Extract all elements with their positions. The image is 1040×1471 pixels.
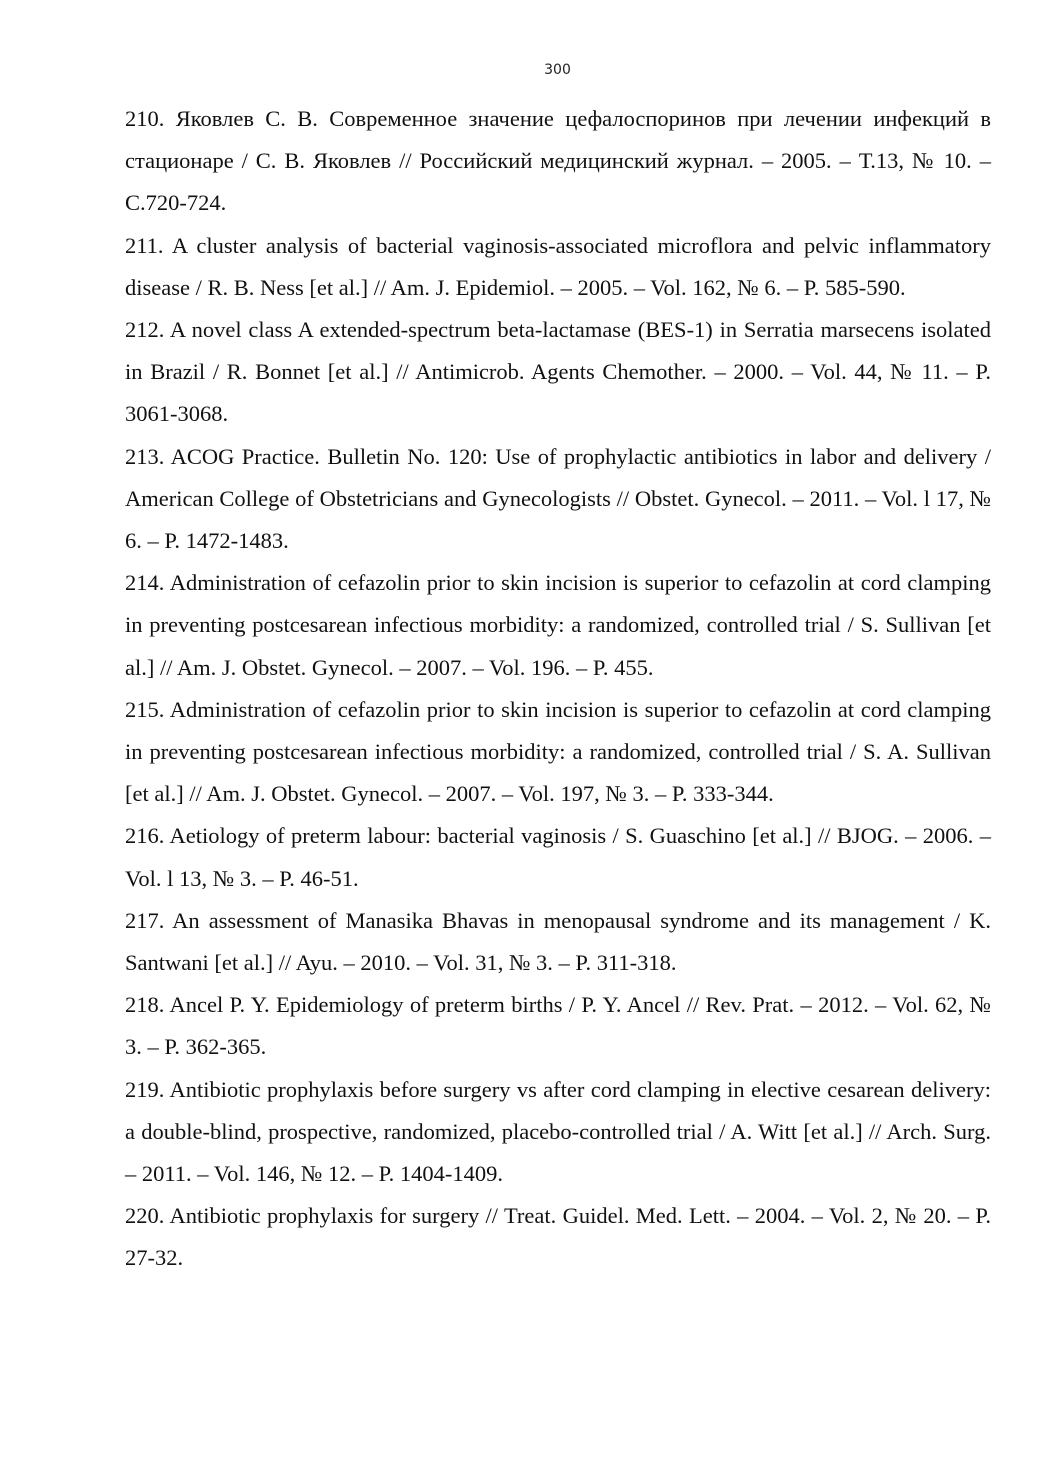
reference-item-220: 220. Antibiotic prophylaxis for surgery // Treat. Guidel. Med. Lett. – 2004. – Vol. 2, № 20. – P. 27-32.: [125, 1203, 991, 1271]
reference-item-214: 214. Administration of cefazolin prior to skin incision is superior to cefazolin at cord clamping in preventing postcesarean infectious morbidity: a randomized, controlled trial / S. Sullivan [et al.] // Am. J. Obstet. Gynecol. – 2007. – Vol. 196. – P. 455.: [125, 570, 991, 680]
reference-item-215: 215. Administration of cefazolin prior to skin incision is superior to cefazolin at cord clamping in preventing postcesarean infectious morbidity: a randomized, controlled trial / S. A. Sullivan [et al.] // Am. J. Obstet. Gynecol. – 2007. – Vol. 197, № 3. – P. 333-344.: [125, 696, 991, 807]
page-number: 300: [544, 62, 571, 78]
reference-item-212: 212. A novel class A extended-spectrum beta-lactamase (BES-1) in Serratia marsecens isolated in Brazil / R. Bonnet [et al.] // Antimicrob. Agents Chemother. – 2000. – Vol. 44, № 11. – P. 3061-3068.: [125, 317, 991, 427]
reference-list: [125, 98, 991, 1280]
reference-item-219: 219. Antibiotic prophylaxis before surgery vs after cord clamping in elective cesarean delivery: a double-blind, prospective, randomized, placebo-controlled trial / A. Witt [et al.] // Arch. Surg. – 2011. – Vol. 146, № 12. – P. 1404-1409.: [125, 1076, 991, 1187]
reference-item-213: 213. ACOG Practice. Bulletin No. 120: Use of prophylactic antibiotics in labor and delivery / American College of Obstetricians and Gynecologists // Obstet. Gynecol. – 2011. – Vol. l 17, № 6. – P. 1472-1483.: [125, 443, 991, 554]
reference-item-218: 218. Ancel P. Y. Epidemiology of preterm births / P. Y. Ancel // Rev. Prat. – 2012. – Vol. 62, № 3. – P. 362-365.: [125, 992, 991, 1060]
reference-item-210: 210. Яковлев С. В. Современное значение цефалоспоринов при лечении инфекций в стационаре / С. В. Яковлев // Российский медицинский журнал. – 2005. – Т.13, № 10. – С.720-724.: [125, 106, 991, 216]
reference-item-211: 211. A cluster analysis of bacterial vaginosis-associated microflora and pelvic inflammatory disease / R. B. Ness [et al.] // Am. J. Epidemiol. – 2005. – Vol. 162, № 6. – P. 585-590.: [125, 232, 991, 300]
reference-item-216: 216. Aetiology of preterm labour: bacterial vaginosis / S. Guaschino [et al.] // BJOG. – 2006. – Vol. l 13, № 3. – P. 46-51.: [125, 823, 991, 891]
reference-item-217: 217. An assessment of Manasika Bhavas in menopausal syndrome and its management / K. Santwani [et al.] // Ayu. – 2010. – Vol. 31, № 3. – P. 311-318.: [125, 907, 991, 976]
